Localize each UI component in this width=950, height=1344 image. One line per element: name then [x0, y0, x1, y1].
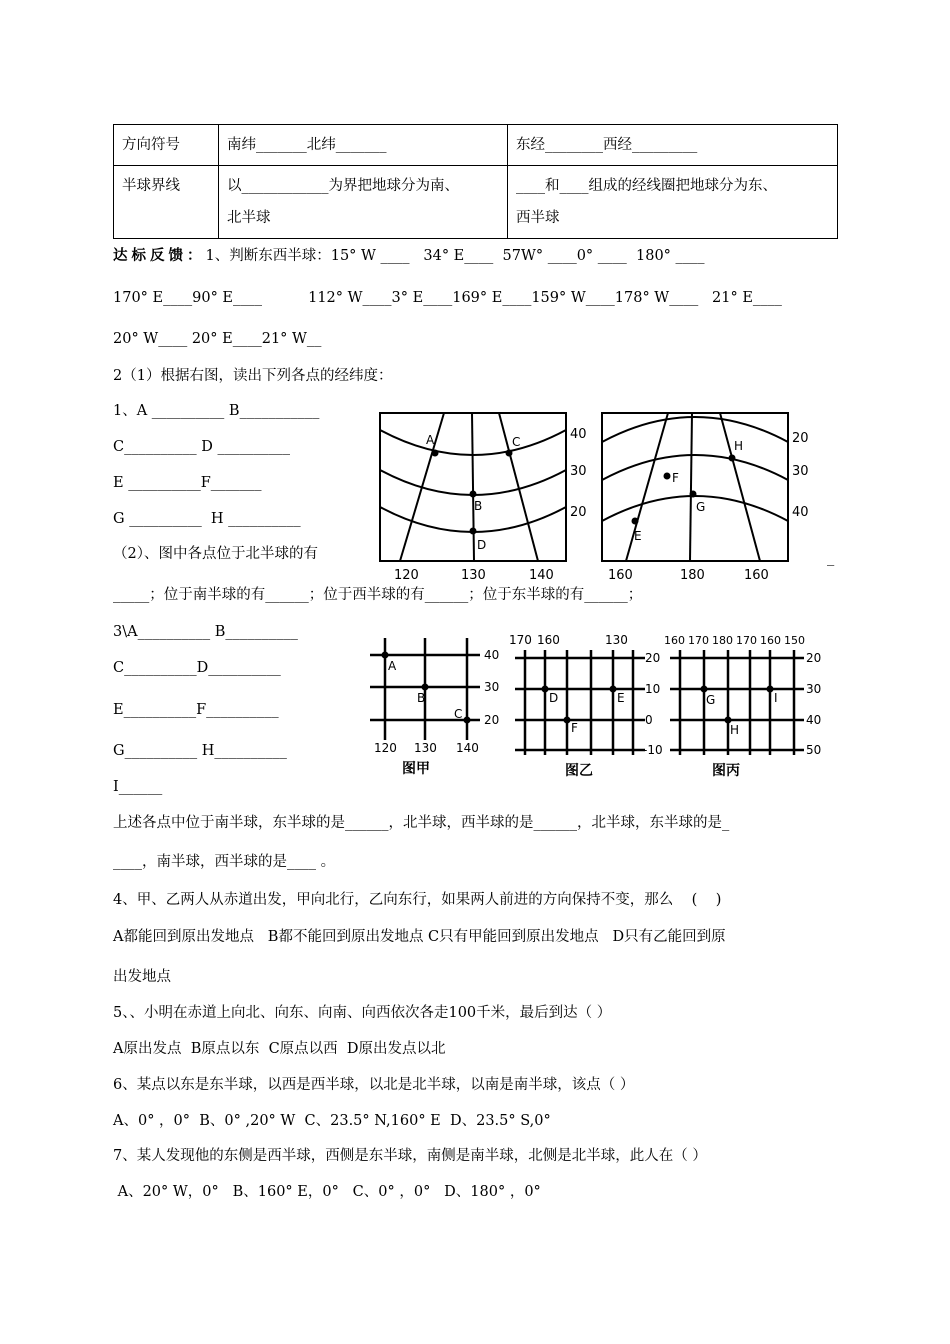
q6-stem: 6、某点以东是东半球，以西是西半球，以北是北半球，以南是南半球，该点（ ）: [113, 1077, 635, 1093]
lat-label: 10: [645, 682, 661, 696]
lon-label: 160: [537, 633, 560, 647]
point-label: H: [734, 439, 744, 453]
q7-stem: 7、某人发现他的东侧是西半球，西侧是东半球，南侧是南半球，北侧是北半球，此人在（ ）: [113, 1148, 707, 1164]
table-cell: 东经________西经_________: [508, 125, 838, 166]
point-label: D: [477, 538, 487, 552]
point-label: F: [571, 721, 578, 735]
lat-label: 20: [645, 651, 661, 665]
map-caption: 图乙: [565, 763, 593, 779]
lat-label: 20: [570, 505, 587, 520]
q3-line: 3\A__________ B__________: [113, 624, 298, 640]
lon-label: 140: [456, 741, 479, 755]
q3-line: I______: [113, 779, 163, 795]
q2-part2: （2）、图中各点位于北半球的有: [113, 546, 318, 562]
feedback-line3: 20° W____ 20° E____21° W__: [113, 331, 322, 347]
lat-label: 30: [570, 464, 587, 479]
lon-label: 170: [688, 634, 709, 647]
point-label: D: [549, 691, 559, 705]
q2-line: G __________ H __________: [113, 511, 301, 527]
q2-line: C__________ D __________: [113, 439, 290, 455]
row-label: 半球界线: [114, 166, 219, 239]
point-label: B: [417, 691, 426, 705]
lat-label: 40: [570, 427, 587, 442]
q5-stem: 5、、小明在赤道上向北、向东、向南、向西依次各走100千米，最后到达（ ）: [113, 1005, 612, 1021]
lat-label: 20: [806, 651, 822, 665]
lat-label: 20: [484, 713, 500, 727]
lat-label: 30: [792, 464, 809, 479]
lon-label: 130: [461, 568, 486, 583]
q2-line: 1、A __________ B___________: [113, 403, 320, 419]
grid-map-yi: [505, 630, 665, 782]
lon-label: 130: [605, 633, 628, 647]
lat-label: 50: [806, 743, 822, 757]
graticule-map-2: [596, 408, 822, 584]
graticule-map-1: [372, 408, 598, 584]
cell-line: ____和____组成的经线圈把地球分为东、: [516, 178, 777, 194]
cell-line: 以____________为界把地球分为南、: [227, 178, 459, 194]
lon-label: 180: [680, 568, 705, 583]
lon-label: 160: [664, 634, 685, 647]
q3-line: E__________F__________: [113, 702, 279, 718]
q3-line: G__________ H__________: [113, 743, 287, 759]
q3-line: C__________D__________: [113, 660, 281, 676]
point-label: A: [388, 659, 397, 673]
grid-map-bing: [660, 630, 830, 782]
lat-label: 30: [806, 682, 822, 696]
q2-dash: _: [827, 550, 835, 566]
point-label: I: [774, 691, 778, 705]
row-label: 方向符号: [114, 125, 219, 166]
lat-label: -10: [643, 743, 663, 757]
q2-line: E __________F_______: [113, 475, 262, 491]
table-cell: [219, 166, 508, 239]
point-label: C: [454, 707, 463, 721]
table-row: [114, 166, 838, 239]
q4-options: 出发地点: [113, 969, 171, 985]
point-label: B: [474, 499, 483, 513]
cell-line: 北半球: [227, 210, 271, 226]
lon-label: 160: [760, 634, 781, 647]
q3-summary: 上述各点中位于南半球，东半球的是______，北半球，西半球的是______，北半球，东半球的是_: [113, 815, 730, 831]
table-row: [114, 125, 838, 166]
lat-label: 40: [792, 505, 809, 520]
lat-label: 40: [806, 713, 822, 727]
lat-label: 20: [792, 431, 809, 446]
cell-line: 西半球: [516, 210, 560, 226]
q5-options: A原出发点 B原点以东 C原点以西 D原出发点以北: [113, 1041, 446, 1057]
lon-label: 150: [784, 634, 805, 647]
lat-label: 30: [484, 680, 500, 694]
point-label: F: [672, 471, 679, 485]
lat-label: 0: [645, 713, 653, 727]
lon-label: 120: [394, 568, 419, 583]
lon-label: 120: [374, 741, 397, 755]
lat-label: 40: [484, 648, 500, 662]
lon-label: 130: [414, 741, 437, 755]
point-label: G: [706, 693, 716, 707]
point-label: A: [426, 433, 435, 447]
lon-label: 140: [529, 568, 554, 583]
lon-label: 170: [736, 634, 757, 647]
feedback-line1: 达标反馈：1、判断东西半球：15° W ____ 34° E____ 57W° ____0° ____ 180° ____: [113, 247, 705, 264]
point-label: C: [512, 435, 521, 449]
q4-options: A都能回到原出发地点 B都不能回到原出发地点 C只有甲能回到原出发地点 D只有乙能回到原: [113, 929, 726, 945]
point-label: H: [730, 723, 740, 737]
lon-label: 160: [744, 568, 769, 583]
q2-part2b: _____；位于南半球的有______；位于西半球的有______；位于东半球的有______；: [113, 587, 643, 603]
lon-label: 180: [712, 634, 733, 647]
feedback-line2: 170° E____90° E____ 112° W____3° E____169° E____159° W____178° W____ 21° E____: [113, 290, 782, 306]
q4-stem: 4、甲、乙两人从赤道出发，甲向北行，乙向东行，如果两人前进的方向保持不变，那么 ( ): [113, 892, 722, 908]
table-cell: 南纬_______北纬_______: [219, 125, 508, 166]
hemisphere-table: [113, 124, 838, 239]
q2-intro: 2（1）根据右图，读出下列各点的经纬度：: [113, 368, 393, 384]
q3-summary: ____，南半球，西半球的是____ 。: [113, 854, 336, 870]
lon-label: 170: [509, 633, 532, 647]
lon-label: 160: [608, 568, 633, 583]
map-caption: 图甲: [402, 761, 430, 777]
grid-map-jia: [360, 630, 510, 780]
q6-options: A、0° ，0° B、0° ,20° W C、23.5° N,160° E D、23.5° S,0°: [113, 1113, 551, 1129]
map-caption: 图丙: [712, 763, 740, 779]
point-label: G: [696, 500, 706, 514]
point-label: E: [617, 691, 625, 705]
section-title: 达标反馈：: [113, 247, 206, 264]
table-cell: [508, 166, 838, 239]
q7-options: A、20° W，0° B、160° E，0° C、0° ，0° D、180° ，0°: [113, 1184, 541, 1200]
point-label: E: [634, 529, 642, 543]
